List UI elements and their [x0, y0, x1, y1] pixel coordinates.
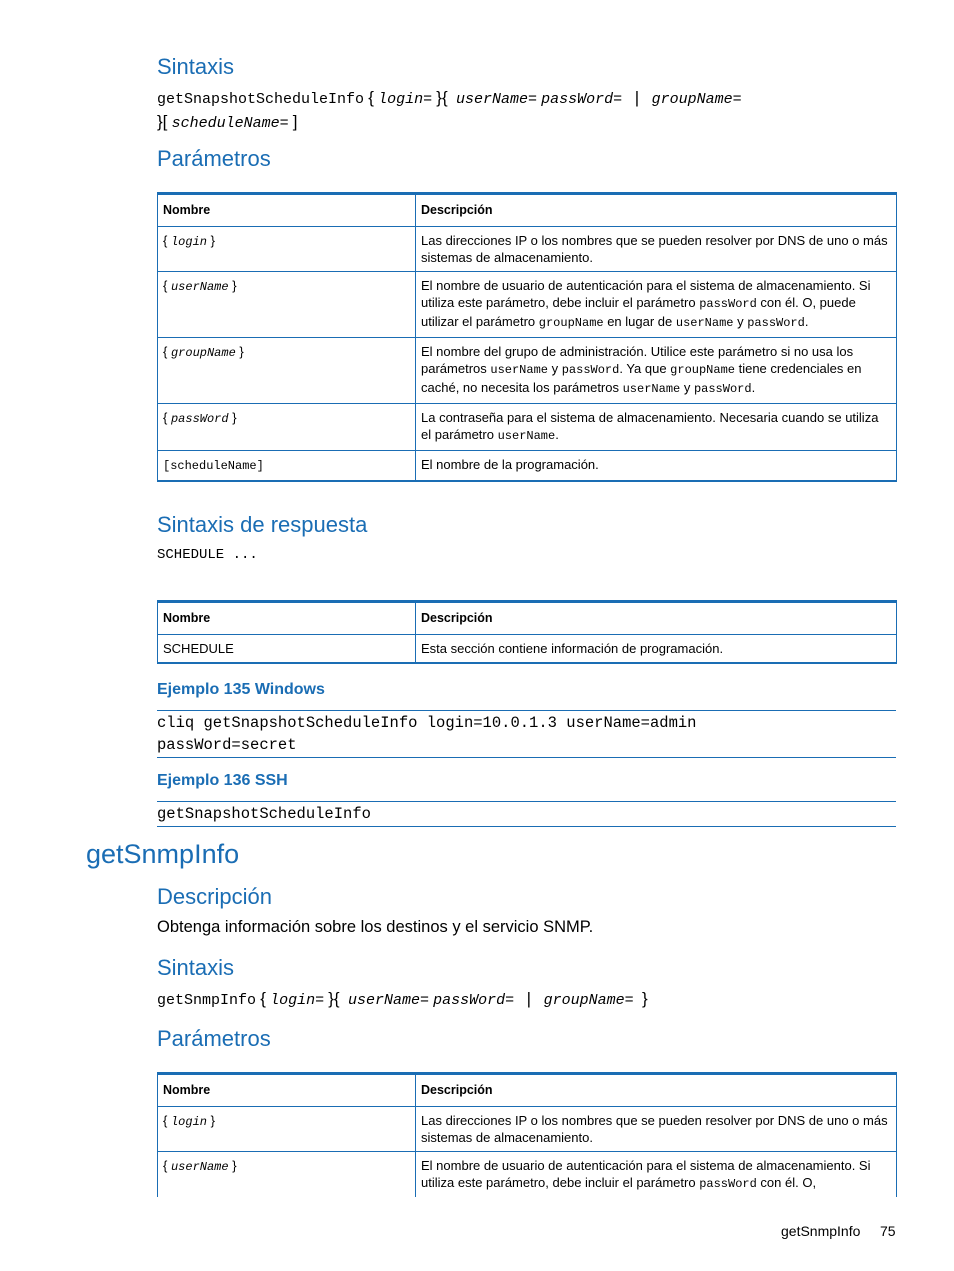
brace: } — [641, 989, 648, 1008]
param-desc: El nombre de usuario de autenticación para el sistema de almacenamiento. Si utiliza este parámetro, debe incluir el parámetro passWord con él. O, — [416, 1152, 897, 1198]
example-title: Ejemplo 136 SSH — [157, 772, 288, 789]
param-username: userName= — [455, 91, 537, 108]
table-row: { userName } El nombre de usuario de autenticación para el sistema de almacenamiento. Si utiliza este parámetro, debe incluir el parámetro passWord con él. O, — [158, 1152, 897, 1198]
table-row: { groupName } El nombre del grupo de administración. Utilice este parámetro si no usa los parámetros userName y passWord. Ya que groupName tiene credenciales en caché, no necesita los parámetros userName y passWord. — [158, 338, 897, 404]
brace: }{ — [436, 88, 448, 107]
table-row — [158, 635, 897, 664]
response-desc: Esta sección contiene información de programación. — [416, 635, 897, 664]
example-code — [157, 710, 896, 758]
param-desc: La contraseña para el sistema de almacenamiento. Necesaria cuando se utiliza el parámetro userName. — [416, 404, 897, 451]
response-heading: Sintaxis de respuesta — [157, 512, 368, 537]
col-header-name: Nombre — [158, 194, 416, 227]
response-table — [157, 600, 897, 664]
params-heading: Parámetros — [157, 1026, 271, 1051]
params-table — [157, 1072, 897, 1197]
param-groupname: groupName= — [651, 91, 742, 108]
param-name: passWord — [170, 412, 229, 426]
command-syntax — [157, 87, 742, 135]
section-title: getSnmpInfo — [86, 839, 240, 869]
brace: { — [260, 989, 266, 1008]
pipe: | — [634, 88, 640, 107]
table-row — [158, 451, 897, 482]
brace: }[ — [157, 112, 168, 131]
col-header-desc: Descripción — [416, 602, 897, 635]
param-username: userName= — [347, 992, 429, 1009]
code-line: passWord=secret — [157, 736, 297, 754]
param-password: passWord= — [541, 91, 623, 108]
params-table-clip — [0, 1072, 954, 1197]
param-login: login= — [378, 91, 433, 108]
example-title: Ejemplo 135 Windows — [157, 681, 325, 698]
param-desc: El nombre del grupo de administración. Utilice este parámetro si no usa los parámetros userName y passWord. Ya que groupName tiene credenciales en caché, no necesita los parámetros userName y passWord. — [416, 338, 897, 404]
example-code — [157, 801, 896, 827]
code-line: getSnapshotScheduleInfo — [157, 805, 371, 823]
footer-label: getSnmpInfo — [781, 1223, 861, 1239]
param-desc: Las direcciones IP o los nombres que se pueden resolver por DNS de uno o más sistemas de almacenamiento. — [416, 227, 897, 272]
col-header-desc: Descripción — [416, 1074, 897, 1107]
param-name: login — [170, 235, 207, 249]
param-password: passWord= — [433, 992, 515, 1009]
description-heading: Descripción — [157, 884, 272, 909]
param-name: groupName — [170, 346, 236, 360]
pipe: | — [526, 989, 532, 1008]
param-login: login= — [270, 992, 325, 1009]
table-row: { userName } El nombre de usuario de autenticación para el sistema de almacenamiento. Si utiliza este parámetro, debe incluir el parámetro passWord con él. O, puede utilizar el parámetro groupName en lugar de userName y passWord. — [158, 272, 897, 338]
brace: }{ — [328, 989, 340, 1008]
command-name: getSnapshotScheduleInfo — [157, 91, 365, 108]
table-row: { passWord } La contraseña para el sistema de almacenamiento. Necesaria cuando se utiliza el parámetro userName. — [158, 404, 897, 451]
response-name: SCHEDULE — [158, 635, 416, 664]
param-name: login — [170, 1115, 207, 1129]
table-row: { login } Las direcciones IP o los nombres que se pueden resolver por DNS de uno o más sistemas de almacenamiento. — [158, 1107, 897, 1152]
col-header-name: Nombre — [158, 1074, 416, 1107]
col-header-name: Nombre — [158, 602, 416, 635]
description-text: Obtenga información sobre los destinos y el servicio SNMP. — [157, 918, 594, 936]
params-table — [157, 192, 897, 482]
command-syntax — [157, 988, 648, 1012]
brace: { — [368, 88, 374, 107]
param-name: userName — [170, 280, 229, 294]
param-name: userName — [170, 1160, 229, 1174]
syntax-heading: Sintaxis — [157, 54, 235, 79]
param-schedulename: scheduleName= — [171, 115, 289, 132]
command-name: getSnmpInfo — [157, 992, 257, 1009]
col-header-desc: Descripción — [416, 194, 897, 227]
param-groupname: groupName= — [543, 992, 634, 1009]
code-line: cliq getSnapshotScheduleInfo login=10.0.1.3 userName=admin — [157, 714, 697, 732]
params-heading: Parámetros — [157, 146, 271, 171]
syntax-heading: Sintaxis — [157, 955, 235, 980]
table-row: { login } Las direcciones IP o los nombres que se pueden resolver por DNS de uno o más sistemas de almacenamiento. — [158, 227, 897, 272]
param-desc: Las direcciones IP o los nombres que se pueden resolver por DNS de uno o más sistemas de almacenamiento. — [416, 1107, 897, 1152]
brace: ] — [292, 112, 298, 131]
param-desc: El nombre de usuario de autenticación para el sistema de almacenamiento. Si utiliza este parámetro, debe incluir el parámetro passWord con él. O, puede utilizar el parámetro groupName en lugar de userName y passWord. — [416, 272, 897, 338]
param-desc: El nombre de la programación. — [416, 451, 897, 482]
param-name: [scheduleName] — [163, 459, 264, 473]
response-syntax: SCHEDULE ... — [157, 547, 258, 563]
page-number: 75 — [880, 1223, 896, 1239]
